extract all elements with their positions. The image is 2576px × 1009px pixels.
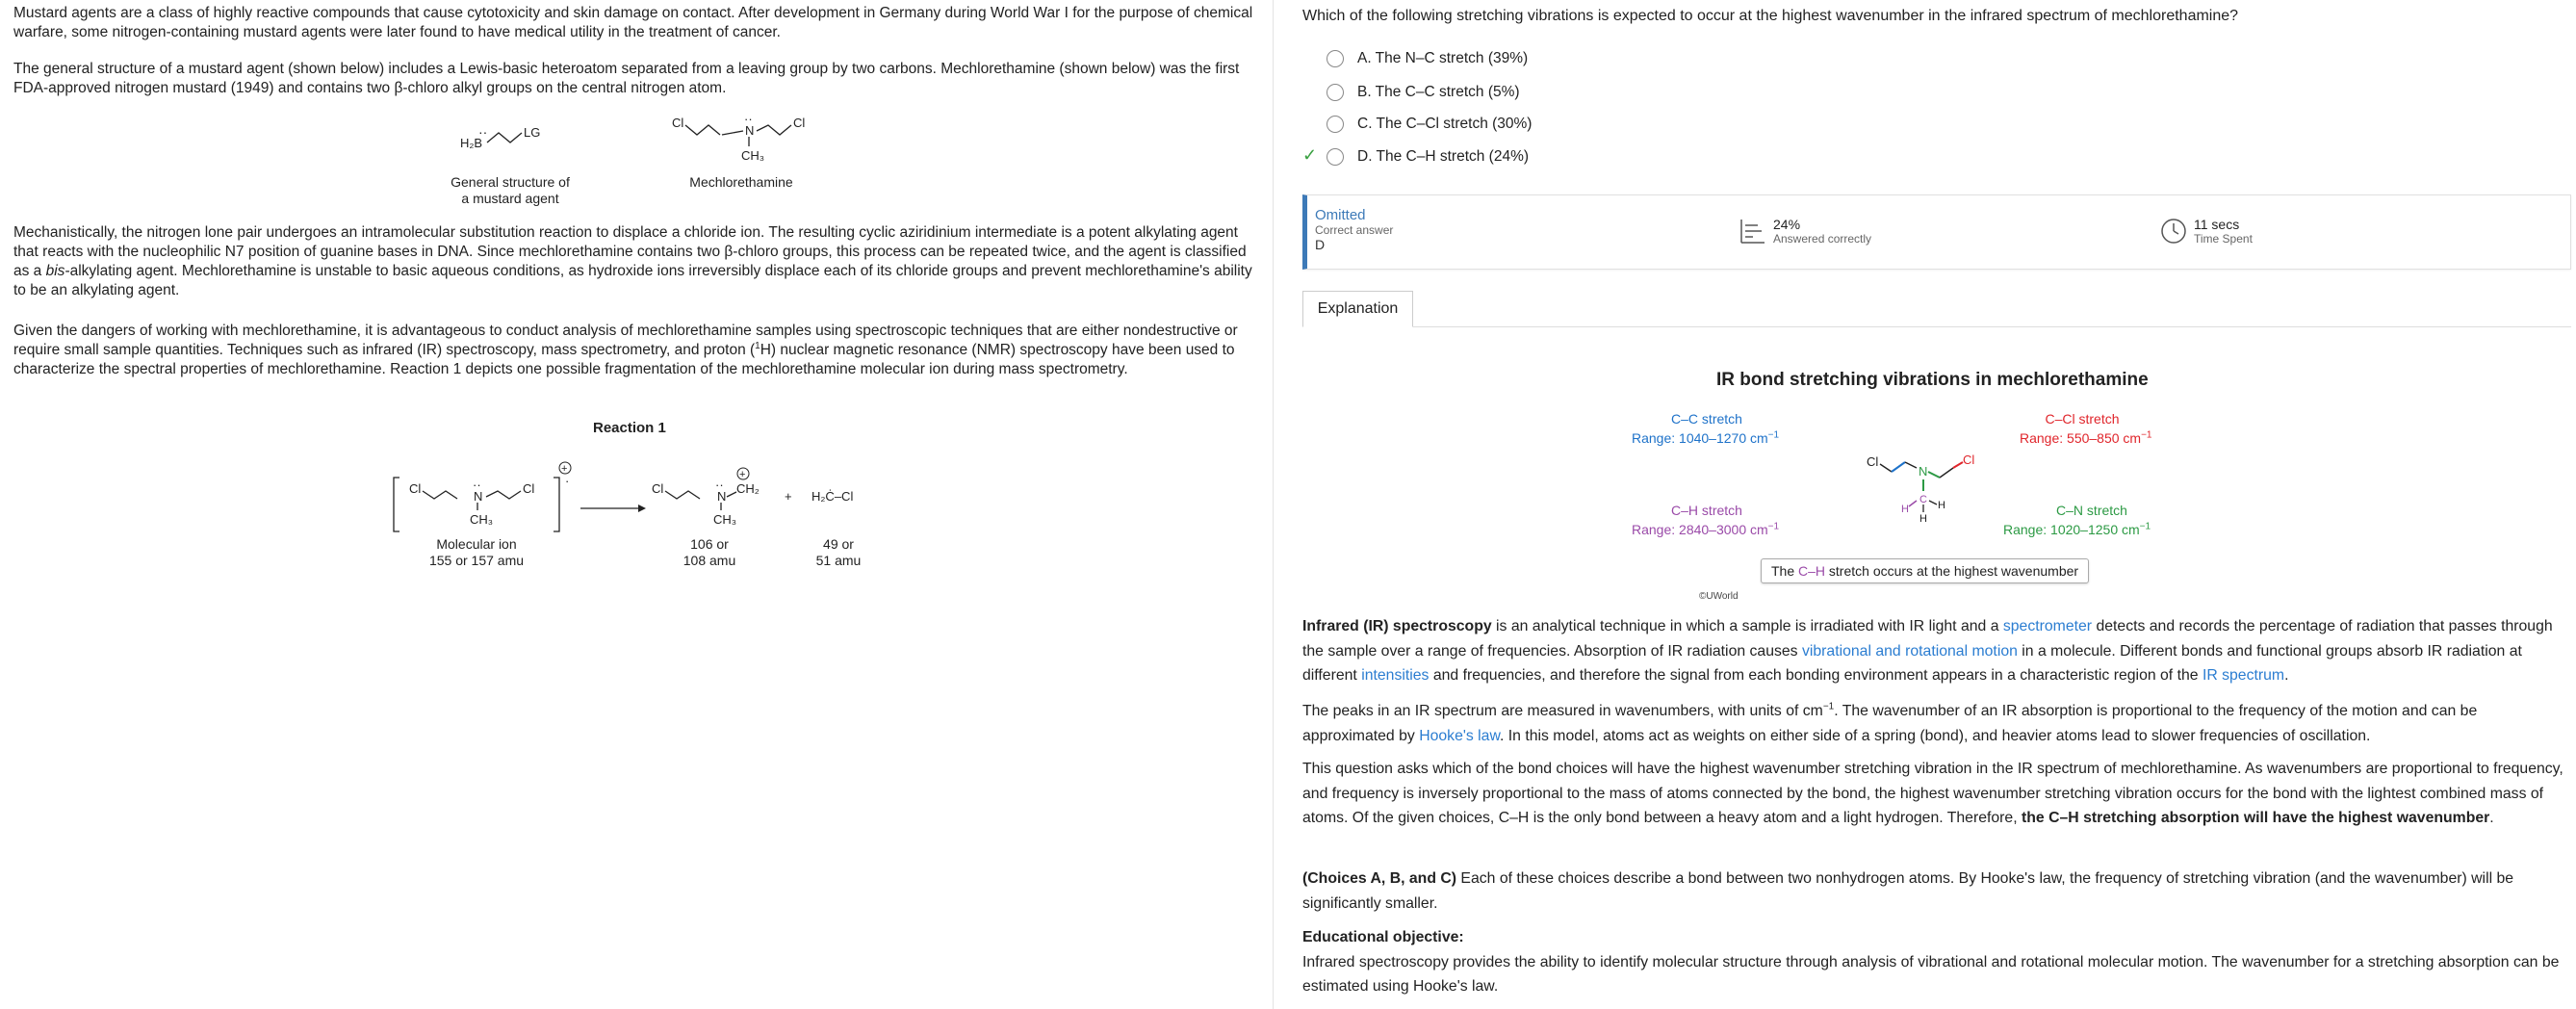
question-stem: Which of the following stretching vibrations is expected to occur at the highest wavenumber in the infrared spectrum of mechlorethamine?: [1302, 8, 2239, 24]
educational-objective-title: Educational objective:: [1302, 929, 1464, 945]
link-intensities[interactable]: intensities: [1361, 667, 1430, 684]
correct-answer-value: D: [1315, 237, 1326, 252]
ion-cl-right: Cl: [523, 481, 535, 496]
mechlorethamine-caption: Mechlorethamine: [689, 174, 793, 190]
choice-a[interactable]: [1327, 47, 1528, 70]
percent-correct: [1739, 217, 1871, 246]
cc-stretch-range: Range: 1040–1270 $cm^{-1}$: [1632, 429, 1780, 446]
cn-stretch-label: C–N stretch: [2056, 503, 2127, 518]
general-caption-line-1: General structure of: [451, 174, 570, 190]
mechlorethamine-structure: [664, 108, 828, 166]
radical-fragment: H₂Ċ–Cl: [811, 489, 854, 504]
cn-stretch-range: Range: 1020–1250 $cm^{-1}$: [2003, 521, 2151, 537]
reaction-1-scheme: [390, 460, 890, 537]
reaction-plus: +: [785, 489, 792, 504]
choice-d[interactable]: [1327, 145, 1529, 168]
choice-c-label: C. The C–Cl stretch (30%): [1357, 116, 1533, 132]
clock-icon: [2159, 217, 2188, 246]
svg-text:H: H: [1938, 500, 1945, 511]
diagram-cl-left: Cl: [1867, 454, 1879, 469]
figure-callout: The C–H stretch occurs at the highest wavenumber: [1761, 558, 2089, 583]
choice-c[interactable]: [1327, 113, 1532, 136]
molecular-ion-caption: Molecular ion 155 or 157 amu: [428, 536, 525, 568]
bar-chart-icon: [1739, 217, 1765, 246]
link-ir-spectrum[interactable]: IR spectrum: [2202, 667, 2285, 684]
tab-divider: [1302, 326, 2571, 327]
correct-check-icon: ✓: [1302, 145, 1318, 165]
choice-b-label: B. The C–C stretch (5%): [1357, 84, 1520, 100]
passage-paragraph-2: The general structure of a mustard agent (shown below) includes a Lewis-basic heteroatom separated from a leaving group by two carbons. Mechlorethamine (shown below) was the first FDA-approved nitrogen mustard (1949) and contains two β-chloro alkyl groups on the central nitrogen atom.: [13, 61, 1240, 96]
lone-pair-dots: ··: [744, 112, 753, 126]
ion-cl-left: Cl: [409, 481, 422, 496]
radio-b[interactable]: [1327, 84, 1344, 101]
ion-ch3: CH₃: [470, 512, 494, 527]
n-atom: N: [745, 123, 755, 138]
general-caption-line-2: a mustard agent: [461, 191, 559, 206]
correct-answer-label: Correct answer: [1315, 223, 1394, 237]
status-text: Omitted: [1315, 207, 1366, 223]
fragment-1-caption: 106 or 108 amu: [683, 536, 736, 568]
ion-n-atom: N: [474, 489, 483, 504]
svg-text:+: +: [739, 469, 746, 480]
mechlorethamine-bond-diagram: [1861, 445, 2005, 527]
radio-c[interactable]: [1327, 116, 1344, 133]
frag-n-atom: N: [717, 489, 727, 504]
explanation-paragraph-1: Infrared (IR) spectroscopy is an analytical technique in which a sample is irradiated with IR light and a spectrometer detects and records the percentage of radiation that passes through the sample over a range of frequencies. Absorption of IR radiation causes vibrational and rotational motion in a molecule. Different bonds and functional groups absorb IR radiation at different intensities and frequencies, and therefore the signal from each bonding environment appears in a characteristic region of the IR spectrum.: [1302, 618, 2553, 684]
choice-d-label: D. The C–H stretch (24%): [1357, 148, 1530, 165]
lone-pair-dots: ··: [478, 124, 488, 140]
h2b-label: H₂B: [460, 136, 483, 150]
diagram-cl-right: Cl: [1963, 453, 1975, 467]
frag-ch2: CH₂: [736, 481, 760, 496]
reaction-title: Reaction 1: [593, 420, 666, 436]
choice-b[interactable]: [1327, 81, 1520, 104]
question-pane: [1274, 0, 2576, 1009]
lg-label: LG: [524, 125, 541, 140]
percent-value: 24%: [1773, 217, 1801, 232]
svg-text:H: H: [1901, 504, 1909, 515]
educational-objective: [1302, 925, 2568, 999]
fragment-2-caption: 49 or 51 amu: [815, 536, 862, 568]
link-vibrational-motion[interactable]: vibrational and rotational motion: [1801, 642, 2018, 660]
passage-paragraph-1: Mustard agents are a class of highly reactive compounds that cause cytotoxicity and skin damage on contact. After development in Germany during World War I for the purpose of chemical warfare, some nitrogen-containing mustard agents were later found to have medical utility in the treatment of cancer.: [13, 5, 1253, 40]
frag-cl: Cl: [652, 481, 664, 496]
diagram-n-atom: N: [1919, 464, 1928, 479]
svg-text:··: ··: [715, 478, 724, 492]
time-value: 11 secs: [2194, 217, 2240, 232]
svg-text:+: +: [561, 463, 568, 475]
general-structure-caption: [424, 174, 597, 207]
svg-text:··: ··: [473, 478, 481, 492]
ch-stretch-range: Range: 2840–3000 $cm^{-1}$: [1632, 521, 1780, 537]
svg-text:·: ·: [565, 474, 570, 488]
answer-stats-bar: [1302, 194, 2571, 270]
educational-objective-text: Infrared spectroscopy provides the ability to identify molecular structure through analysis of vibrational and rotational molecular motion. The wavenumber for a stretching absorption can be estimated using Hooke's law.: [1302, 953, 2560, 995]
passage-pane: [0, 0, 1273, 1009]
time-spent: [2159, 217, 2253, 246]
explanation-paragraph-3: This question asks which of the bond choices will have the highest wavenumber stretching vibration in the IR spectrum of mechlorethamine. As wavenumbers are proportional to frequency, and frequency is inversely proportional to the mass of atoms connected by the bond, the highest wavenumber stretching vibration occurs for the bond with the lightest combined mass of atoms. Of the given choices, C–H is the only bond between a heavy atom and a light hydrogen. Therefore, the C–H stretching absorption will have the highest wavenumber.: [1302, 761, 2563, 826]
time-label: Time Spent: [2194, 232, 2253, 246]
percent-label: Answered correctly: [1773, 232, 1872, 246]
ch3-group: CH₃: [741, 148, 765, 163]
link-spectrometer[interactable]: spectrometer: [2002, 618, 2093, 634]
copyright-label: ©UWorld: [1699, 591, 1739, 602]
answer-status: [1315, 207, 1393, 252]
cc-stretch-label: C–C stretch: [1671, 411, 1742, 427]
ch-stretch-label: C–H stretch: [1671, 503, 1742, 518]
passage-paragraph-3: Mechanistically, the nitrogen lone pair undergoes an intramolecular substitution reaction to displace a chloride ion. The resulting cyclic aziridinium intermediate is a potent alkylating agent that reacts with the nucleophilic N7 position of guanine bases in DNA. Since mechlorethamine contains two β-chloro groups, this process can be repeated twice, and the agent is classified as a bis-alkylating agent. Mechlorethamine is unstable to basic aqueous conditions, as hydroxide ions irreversibly displace each of its chloride groups and prevent mechlorethamine's ability to be an alkylating agent.: [13, 224, 1252, 298]
cl-left: Cl: [672, 116, 684, 130]
tab-explanation[interactable]: Explanation: [1302, 291, 1413, 327]
svg-text:H: H: [1919, 513, 1927, 525]
choice-a-label: A. The N–C stretch (39%): [1357, 50, 1529, 66]
svg-text:C: C: [1919, 494, 1927, 505]
ccl-stretch-range: Range: 550–850 $cm^{-1}$: [2020, 429, 2152, 446]
explanation-paragraph-4: (Choices A, B, and C) Each of these choices describe a bond between two nonhydrogen atoms. By Hooke's law, the frequency of stretching vibration (and the wavenumber) will be significantly smaller.: [1302, 870, 2514, 912]
explanation-paragraph-2: The peaks in an IR spectrum are measured in wavenumbers, with units of $cm^{-1}$. The wavenumber of an IR absorption is proportional to the frequency of the motion and can be approximated by Hooke's law. In this model, atoms act as weights on either side of a spring (bond), and heavier atoms lead to slower frequencies of oscillation.: [1302, 701, 2478, 744]
ccl-stretch-label: C–Cl stretch: [2045, 411, 2120, 427]
passage-paragraph-4: Given the dangers of working with mechlorethamine, it is advantageous to conduct analysis of mechlorethamine samples using spectroscopic techniques that are either nondestructive or require small sample quantities. Techniques such as infrared (IR) spectroscopy, mass spectrometry, and proton ($^1$H) nuclear magnetic resonance (NMR) spectroscopy have been used to characterize the spectral properties of mechlorethamine. Reaction 1 depicts one possible fragmentation of the mechlorethamine molecular ion during mass spectrometry.: [13, 323, 1238, 377]
cl-right: Cl: [793, 116, 806, 130]
general-mustard-structure: [452, 114, 568, 162]
radio-d[interactable]: [1327, 148, 1344, 166]
figure-title: IR bond stretching vibrations in mechlorethamine: [1716, 370, 2149, 390]
frag-ch3: CH₃: [713, 512, 737, 527]
link-hookes-law[interactable]: Hooke's law: [1419, 727, 1500, 744]
radio-a[interactable]: [1327, 50, 1344, 67]
